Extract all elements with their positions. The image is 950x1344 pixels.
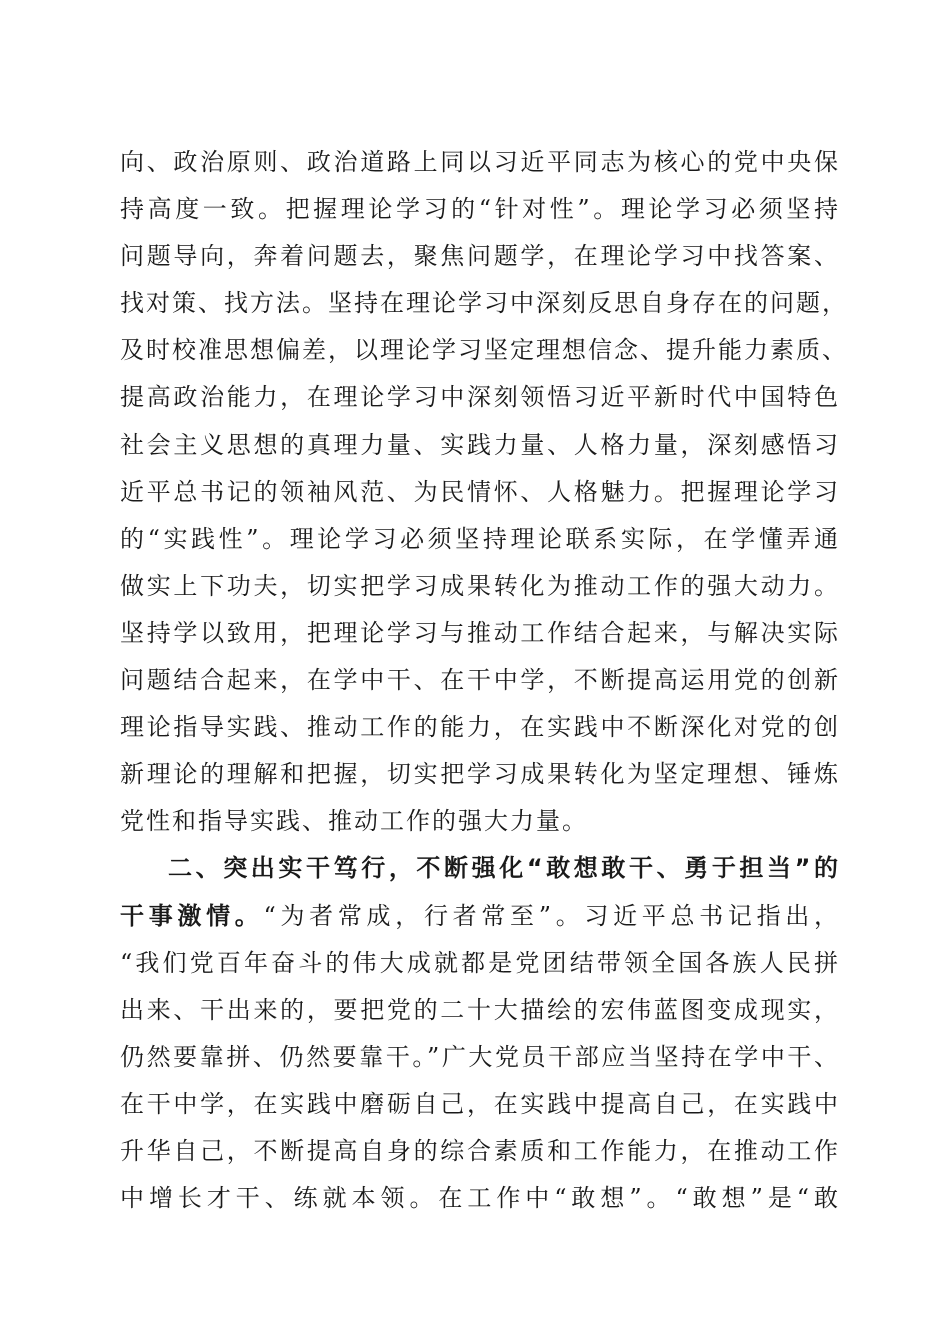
text-line: 升华自己，不断提高自身的综合素质和工作能力，在推动工作 bbox=[120, 1136, 840, 1165]
body-text bbox=[120, 139, 848, 1222]
section-heading-end: 干事激情。 bbox=[120, 901, 264, 930]
text-line: 新理论的理解和把握，切实把学习成果转化为坚定理想、锤炼 bbox=[120, 760, 840, 789]
text-line: 中增长才干、练就本领。在工作中“敢想”。“敢想”是“敢 bbox=[120, 1184, 840, 1213]
paragraph-1 bbox=[120, 139, 848, 845]
section-heading: 二、突出实干笃行，不断强化“敢想敢干、勇于担当”的 bbox=[168, 854, 840, 883]
text-line: 在干中学，在实践中磨砺自己，在实践中提高自己，在实践中 bbox=[120, 1089, 840, 1118]
text-line: 坚持学以致用，把理论学习与推动工作结合起来，与解决实际 bbox=[120, 618, 840, 647]
text-line: 向、政治原则、政治道路上同以习近平同志为核心的党中央保 bbox=[120, 148, 840, 176]
text-line: 社会主义思想的真理力量、实践力量、人格力量，深刻感悟习 bbox=[120, 430, 840, 459]
paragraph-2 bbox=[120, 845, 840, 1222]
text-line: 及时校准思想偏差，以理论学习坚定理想信念、提升能力素质、 bbox=[120, 336, 848, 365]
text-line: 党性和指导实践、推动工作的强大力量。 bbox=[120, 807, 588, 836]
text-line: 做实上下功夫，切实把学习成果转化为推动工作的强大动力。 bbox=[120, 571, 840, 600]
text-line: 理论指导实践、推动工作的能力，在实践中不断深化对党的创 bbox=[120, 713, 840, 742]
text-line: 问题导向，奔着问题去，聚焦问题学，在理论学习中找答案、 bbox=[120, 242, 840, 271]
text-line: 提高政治能力，在理论学习中深刻领悟习近平新时代中国特色 bbox=[120, 383, 840, 412]
text-line: 的“实践性”。理论学习必须坚持理论联系实际，在学懂弄通 bbox=[120, 524, 840, 553]
text-line: “我们党百年奋斗的伟大成就都是党团结带领全国各族人民拼 bbox=[120, 948, 840, 977]
text-line: 持高度一致。把握理论学习的“针对性”。理论学习必须坚持 bbox=[120, 195, 840, 224]
text-line: 找对策、找方法。坚持在理论学习中深刻反思自身存在的问题， bbox=[120, 289, 848, 318]
text-line: 仍然要靠拼、仍然要靠干。”广大党员干部应当坚持在学中干、 bbox=[120, 1042, 840, 1071]
text-line: 近平总书记的领袖风范、为民情怀、人格魅力。把握理论学习 bbox=[120, 477, 840, 506]
text-line: 问题结合起来，在学中干、在干中学，不断提高运用党的创新 bbox=[120, 666, 840, 695]
text-line bbox=[120, 893, 840, 940]
text-line: 出来、干出来的，要把党的二十大描绘的宏伟蓝图变成现实， bbox=[120, 995, 840, 1024]
text-run: “为者常成，行者常至”。习近平总书记指出， bbox=[263, 901, 841, 930]
